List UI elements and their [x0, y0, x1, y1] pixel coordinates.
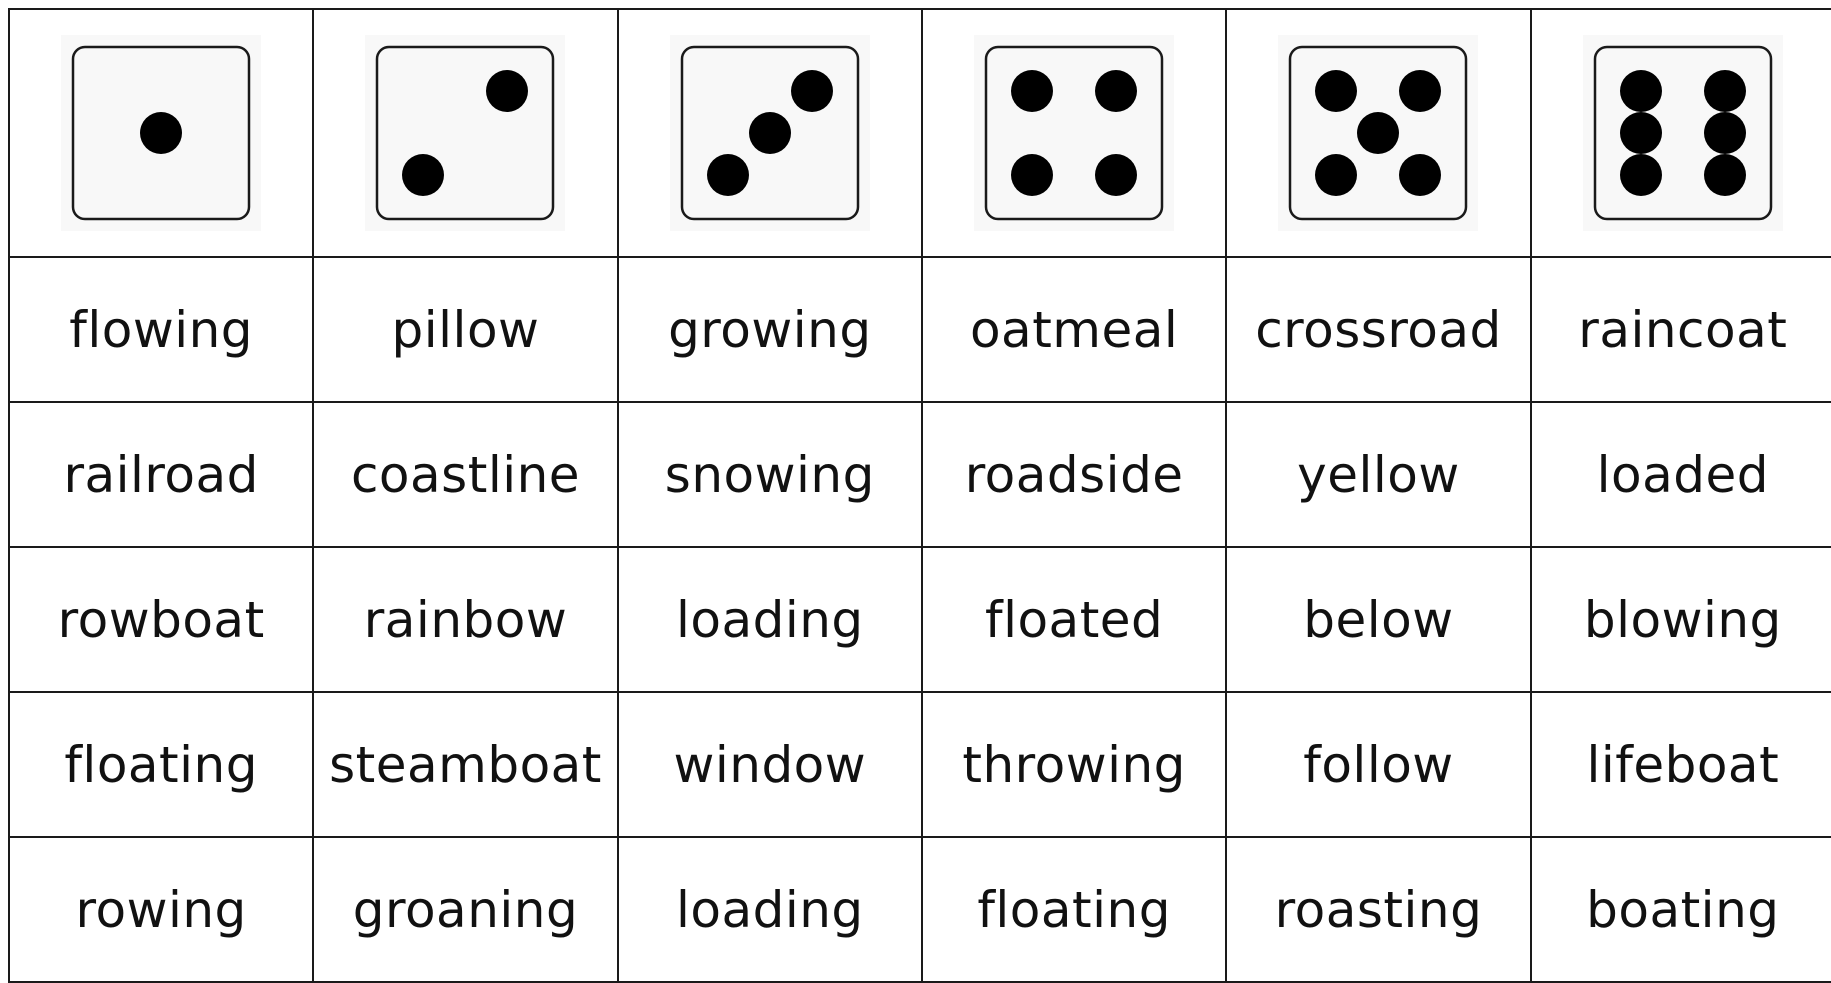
die-pip	[1011, 70, 1053, 112]
word-cell: lifeboat	[1531, 692, 1831, 837]
word-cell: railroad	[9, 402, 313, 547]
word-row-5	[9, 837, 1831, 982]
dice-header-row	[9, 9, 1831, 257]
word-cell: rowboat	[9, 547, 313, 692]
word-cell: yellow	[1226, 402, 1530, 547]
word-cell: boating	[1531, 837, 1831, 982]
word-cell: follow	[1226, 692, 1530, 837]
word-row-1	[9, 257, 1831, 402]
word-cell: blowing	[1531, 547, 1831, 692]
die-pip	[791, 70, 833, 112]
die-pip	[1620, 112, 1662, 154]
word-cell: throwing	[922, 692, 1226, 837]
die-pip	[749, 112, 791, 154]
die-pip	[1315, 154, 1357, 196]
word-cell: floating	[9, 692, 313, 837]
die-pip	[1399, 154, 1441, 196]
word-cell: loaded	[1531, 402, 1831, 547]
die-pip	[1357, 112, 1399, 154]
word-cell: window	[618, 692, 922, 837]
die-cell-1	[9, 9, 313, 257]
die-pip	[1095, 70, 1137, 112]
word-cell: floating	[922, 837, 1226, 982]
word-row-4	[9, 692, 1831, 837]
word-cell: loading	[618, 547, 922, 692]
word-row-3	[9, 547, 1831, 692]
word-cell: groaning	[313, 837, 617, 982]
die-face	[377, 47, 553, 219]
die-cell-5	[1226, 9, 1530, 257]
word-cell: floated	[922, 547, 1226, 692]
die-pip	[1095, 154, 1137, 196]
word-cell: coastline	[313, 402, 617, 547]
word-cell: flowing	[9, 257, 313, 402]
word-cell: snowing	[618, 402, 922, 547]
word-cell: rainbow	[313, 547, 617, 692]
word-cell: roadside	[922, 402, 1226, 547]
die-pip	[1011, 154, 1053, 196]
die-pip	[707, 154, 749, 196]
die-pip	[140, 112, 182, 154]
word-cell: steamboat	[313, 692, 617, 837]
die-pip	[1704, 70, 1746, 112]
die-cell-6	[1531, 9, 1831, 257]
die-pip	[1704, 112, 1746, 154]
die-pip	[1620, 154, 1662, 196]
die-pip	[1704, 154, 1746, 196]
die-pip	[1315, 70, 1357, 112]
word-cell: loading	[618, 837, 922, 982]
word-cell: crossroad	[1226, 257, 1530, 402]
die-pip	[1399, 70, 1441, 112]
die-four-icon	[984, 45, 1164, 221]
die-pip	[1620, 70, 1662, 112]
die-pip	[402, 154, 444, 196]
word-cell: rowing	[9, 837, 313, 982]
die-face	[986, 47, 1162, 219]
die-two-icon	[375, 45, 555, 221]
word-row-2	[9, 402, 1831, 547]
dice-word-table	[8, 8, 1831, 983]
word-cell: growing	[618, 257, 922, 402]
word-cell: pillow	[313, 257, 617, 402]
die-cell-4	[922, 9, 1226, 257]
die-cell-3	[618, 9, 922, 257]
die-cell-2	[313, 9, 617, 257]
die-five-icon	[1288, 45, 1468, 221]
word-cell: raincoat	[1531, 257, 1831, 402]
die-pip	[486, 70, 528, 112]
word-cell: below	[1226, 547, 1530, 692]
die-one-icon	[71, 45, 251, 221]
word-cell: roasting	[1226, 837, 1530, 982]
die-six-icon	[1593, 45, 1773, 221]
die-three-icon	[680, 45, 860, 221]
word-cell: oatmeal	[922, 257, 1226, 402]
